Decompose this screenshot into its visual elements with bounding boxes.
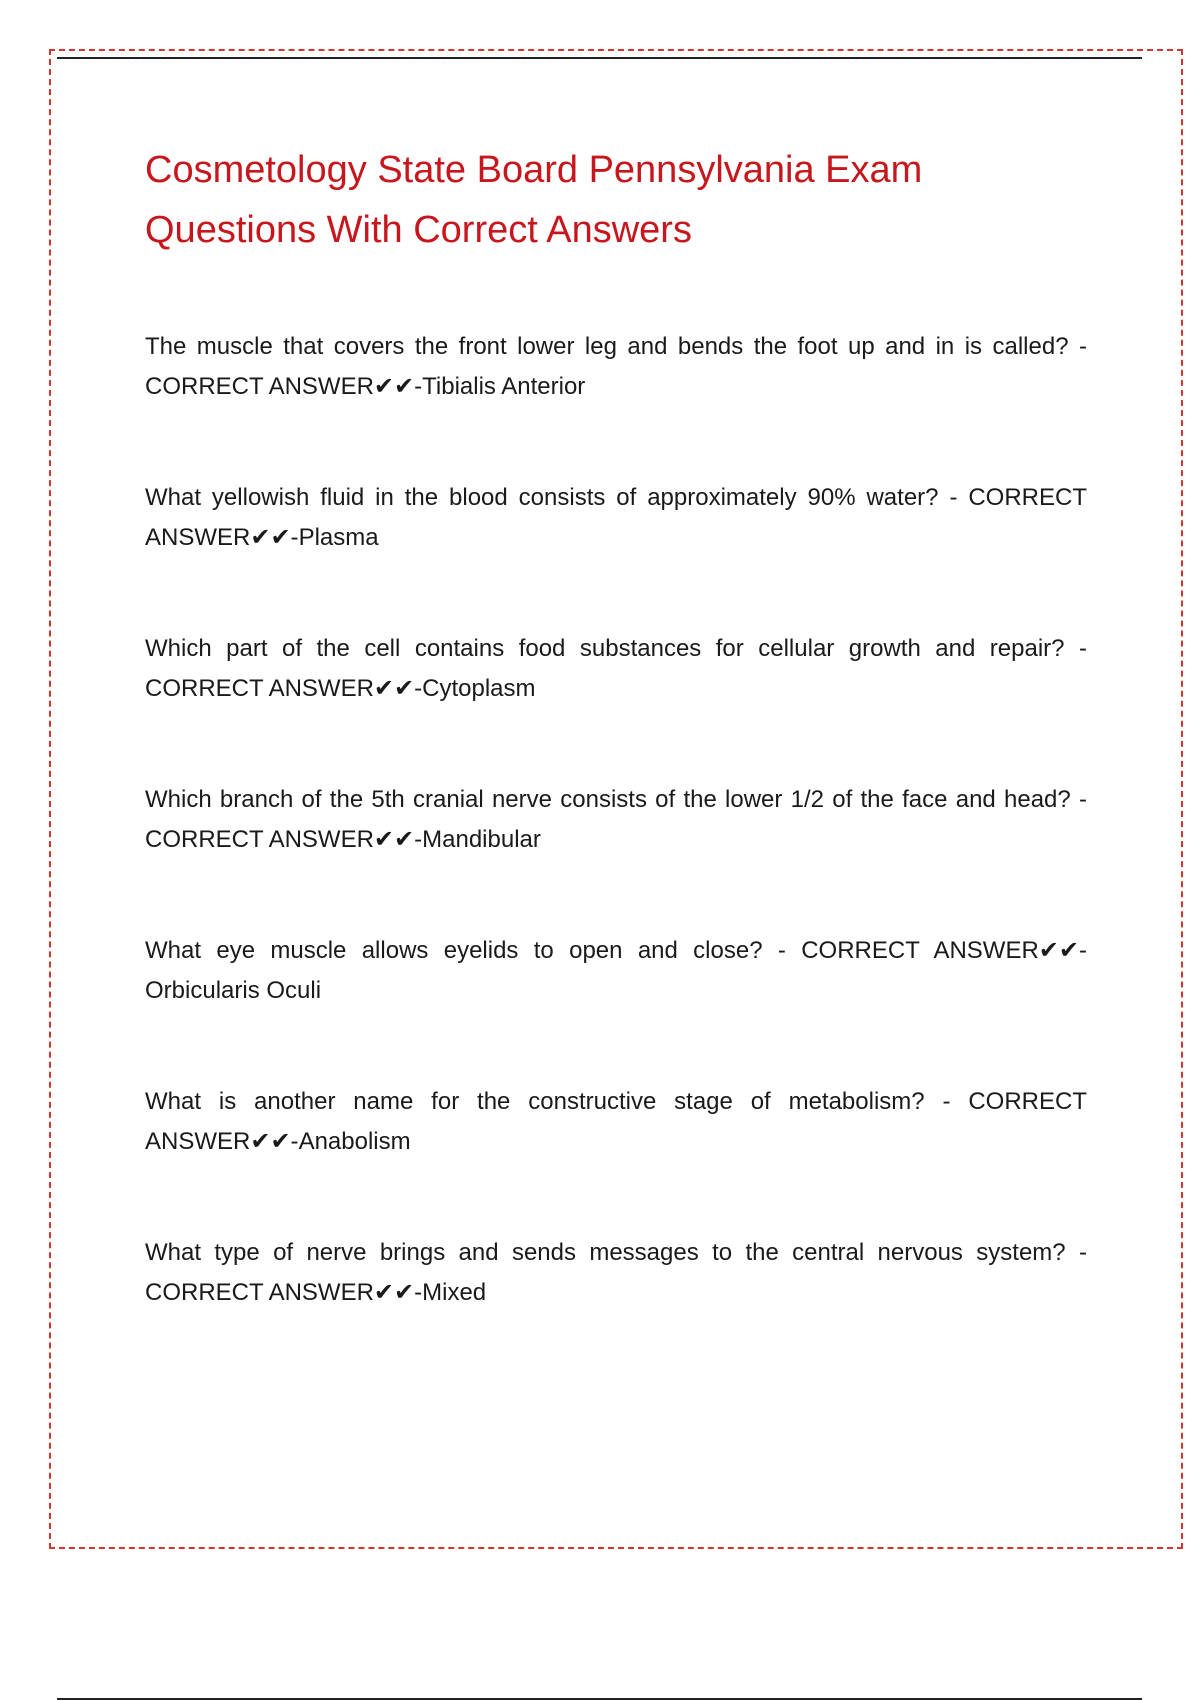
qa-item	[145, 1082, 1087, 1162]
qa-item	[145, 327, 1087, 407]
question-text: What eye muscle allows eyelids to open and close?	[145, 937, 763, 964]
qa-item	[145, 478, 1087, 558]
question-text: Which part of the cell contains food substances for cellular growth and repair?	[145, 635, 1065, 662]
answer-text: Mixed	[422, 1279, 487, 1306]
qa-list	[145, 327, 1087, 1313]
answer-separator: - CORRECT ANSWER✔✔-	[145, 1088, 1088, 1155]
answer-text: Plasma	[298, 524, 379, 551]
document-body	[145, 140, 1087, 1313]
answer-text: Cytoplasm	[422, 675, 536, 702]
qa-item	[145, 629, 1087, 709]
question-text: Which branch of the 5th cranial nerve consists of the lower 1/2 of the face and head?	[145, 786, 1071, 813]
answer-separator: - CORRECT ANSWER✔✔-	[145, 484, 1088, 551]
answer-separator: - CORRECT ANSWER✔✔-	[145, 1239, 1087, 1306]
qa-item	[145, 931, 1087, 1011]
document-title: Cosmetology State Board Pennsylvania Exam Questions With Correct Answers	[145, 149, 923, 251]
answer-text: Orbicularis Oculi	[145, 977, 322, 1004]
answer-separator: - CORRECT ANSWER✔✔-	[145, 786, 1087, 853]
question-text: What yellowish fluid in the blood consists of approximately 90% water?	[145, 484, 939, 511]
answer-separator: - CORRECT ANSWER✔✔-	[145, 333, 1088, 400]
header-rule	[57, 57, 1142, 59]
question-text: The muscle that covers the front lower leg and bends the foot up and in is called?	[145, 333, 1069, 360]
answer-text: Anabolism	[298, 1128, 411, 1155]
qa-item	[145, 1233, 1087, 1313]
answer-text: Tibialis Anterior	[422, 373, 586, 400]
question-text: What is another name for the constructive stage of metabolism?	[145, 1088, 925, 1115]
answer-separator: - CORRECT ANSWER✔✔-	[145, 635, 1087, 702]
qa-item	[145, 780, 1087, 860]
answer-text: Mandibular	[422, 826, 541, 853]
question-text: What type of nerve brings and sends messages to the central nervous system?	[145, 1239, 1066, 1266]
answer-separator: - CORRECT ANSWER✔✔-	[777, 937, 1087, 964]
